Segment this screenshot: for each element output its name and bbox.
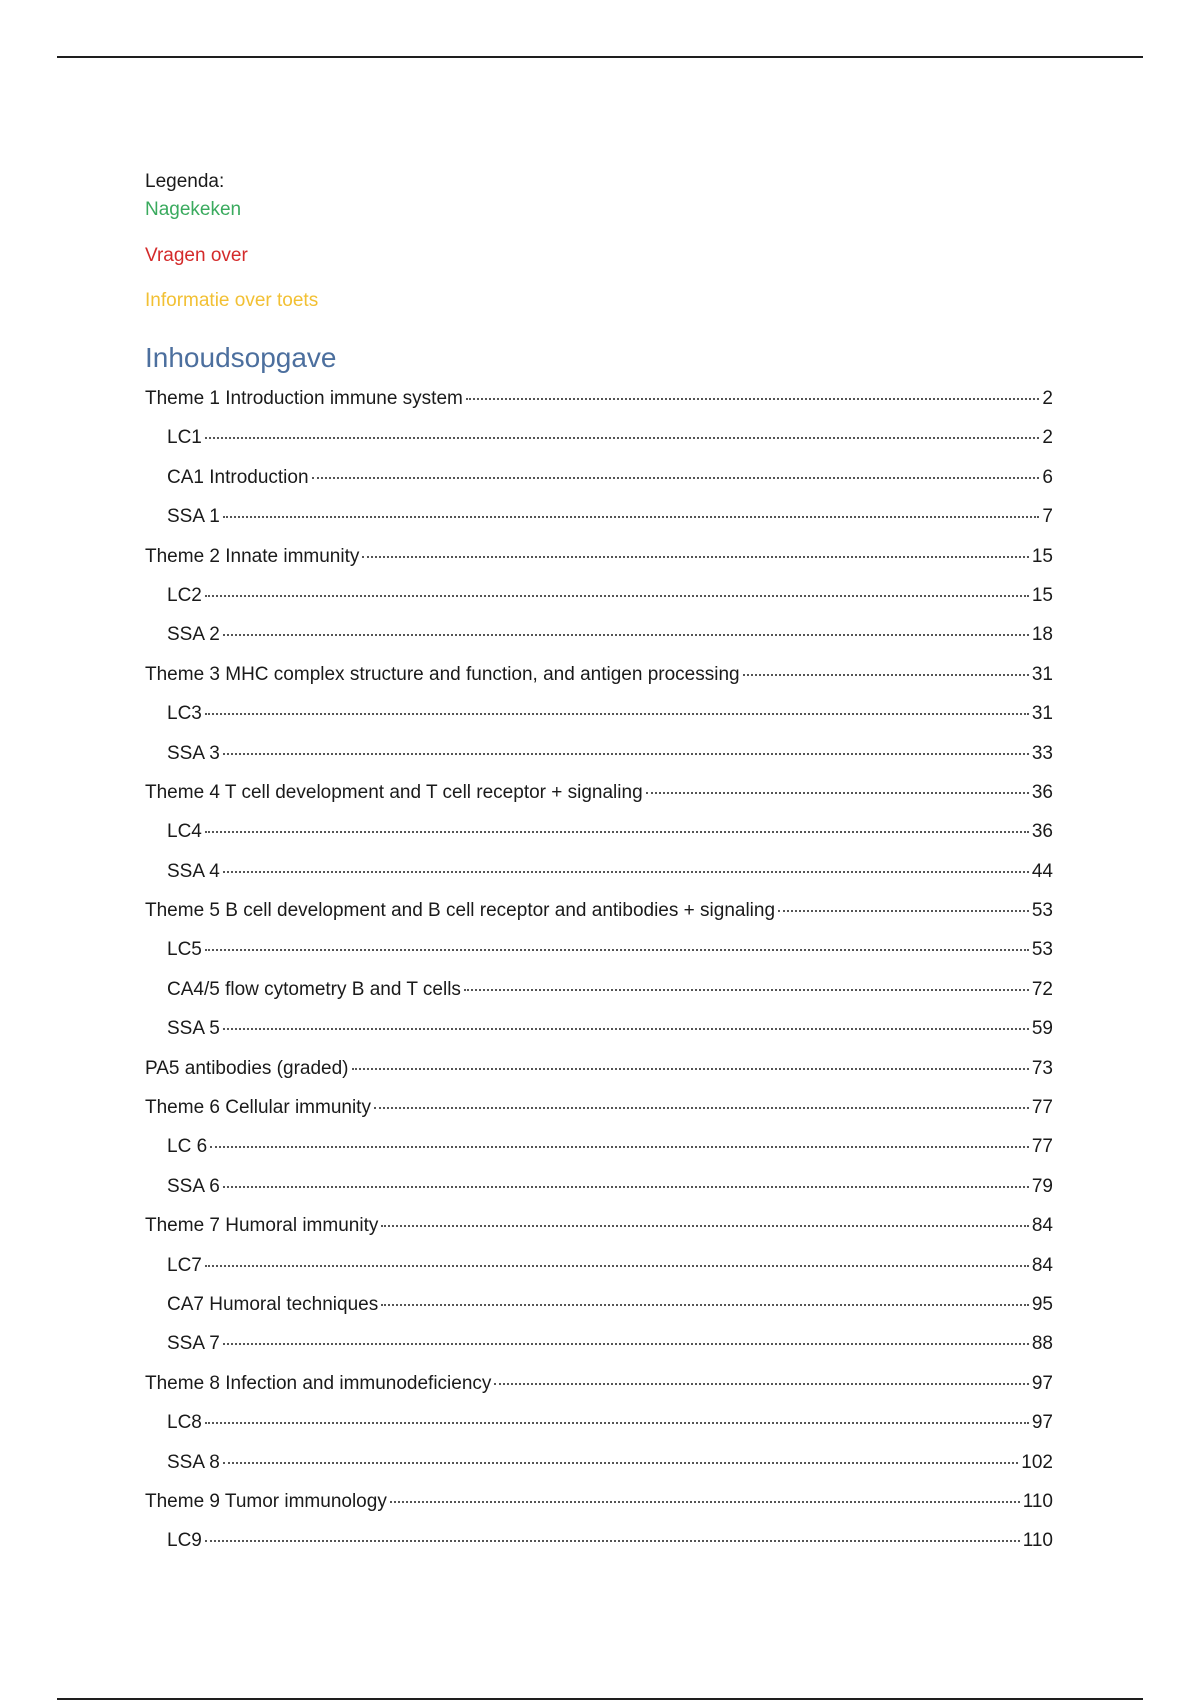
- toc-entry-page[interactable]: 97: [1031, 1372, 1053, 1394]
- toc-entry[interactable]: [145, 1009, 1053, 1048]
- legend-item-informatie-over-toets: Informatie over toets: [145, 290, 319, 311]
- toc-entry-page[interactable]: 77: [1031, 1136, 1053, 1158]
- toc-entry-page[interactable]: 6: [1042, 466, 1053, 488]
- toc-entry[interactable]: [145, 458, 1053, 497]
- toc-entry[interactable]: [145, 655, 1053, 694]
- toc-dot-leader: [390, 1501, 1020, 1503]
- toc-dot-leader: [223, 1186, 1029, 1188]
- toc-heading: Inhoudsopgave: [145, 342, 337, 373]
- toc-entry[interactable]: [145, 1521, 1053, 1560]
- toc-dot-leader: [205, 437, 1040, 439]
- toc-dot-leader: [381, 1304, 1029, 1306]
- toc-entry-label[interactable]: Theme 3 MHC complex structure and function, and antigen processing: [145, 663, 740, 685]
- toc-entry[interactable]: [145, 418, 1053, 457]
- toc-entry-label[interactable]: CA4/5 flow cytometry B and T cells: [167, 978, 461, 1000]
- toc-entry[interactable]: [145, 497, 1053, 536]
- toc-dot-leader: [223, 871, 1029, 873]
- toc-entry-label[interactable]: Theme 7 Humoral immunity: [145, 1215, 379, 1237]
- toc-entry-label[interactable]: Theme 9 Tumor immunology: [145, 1490, 387, 1512]
- toc-dot-leader: [352, 1068, 1029, 1070]
- toc-dot-leader: [374, 1107, 1029, 1109]
- toc-entry-label[interactable]: LC 6: [167, 1136, 208, 1158]
- toc-dot-leader: [205, 1265, 1029, 1267]
- toc-dot-leader: [223, 1343, 1029, 1345]
- toc-dot-leader: [205, 713, 1029, 715]
- toc-entry-page[interactable]: 44: [1031, 860, 1053, 882]
- toc-entry-page[interactable]: 88: [1031, 1333, 1053, 1355]
- toc-entry[interactable]: [145, 615, 1053, 654]
- toc-entry[interactable]: [145, 970, 1053, 1009]
- toc-entry-page[interactable]: 15: [1031, 545, 1053, 567]
- toc-entry-label[interactable]: CA7 Humoral techniques: [167, 1293, 379, 1315]
- toc-entry-page[interactable]: 73: [1031, 1057, 1053, 1079]
- toc-entry[interactable]: [145, 1049, 1053, 1088]
- toc-entry-label[interactable]: Theme 1 Introduction immune system: [145, 388, 463, 409]
- toc-dot-leader: [466, 398, 1040, 400]
- table-of-contents: [145, 379, 1053, 1561]
- toc-dot-leader: [205, 595, 1029, 597]
- toc-dot-leader: [205, 1422, 1029, 1424]
- toc-entry-page[interactable]: 53: [1031, 939, 1053, 961]
- toc-dot-leader: [743, 674, 1029, 676]
- toc-entry-label[interactable]: SSA 3: [167, 742, 220, 764]
- legend-item-nagekeken: Nagekeken: [145, 199, 242, 220]
- toc-entry-label[interactable]: LC1: [167, 427, 202, 449]
- toc-entry[interactable]: [145, 1324, 1053, 1363]
- toc-dot-leader: [223, 1028, 1029, 1030]
- toc-entry-label[interactable]: SSA 5: [167, 1018, 220, 1040]
- toc-entry-page[interactable]: 110: [1022, 1530, 1053, 1552]
- toc-dot-leader: [223, 753, 1029, 755]
- toc-dot-leader: [464, 989, 1029, 991]
- toc-entry-page[interactable]: 97: [1031, 1412, 1053, 1434]
- toc-entry[interactable]: [145, 1167, 1053, 1206]
- toc-entry[interactable]: [145, 1206, 1053, 1245]
- legend: [145, 170, 1053, 313]
- page-content: [145, 170, 1053, 1561]
- toc-entry-label[interactable]: SSA 6: [167, 1175, 220, 1197]
- toc-entry-label[interactable]: Theme 6 Cellular immunity: [145, 1097, 371, 1119]
- toc-dot-leader: [312, 477, 1040, 479]
- toc-entry-label[interactable]: Theme 4 T cell development and T cell receptor + signaling: [145, 781, 643, 803]
- toc-dot-leader: [381, 1225, 1029, 1227]
- toc-entry-page[interactable]: 110: [1022, 1490, 1053, 1512]
- toc-entry-page[interactable]: 53: [1031, 900, 1053, 922]
- toc-entry[interactable]: [145, 930, 1053, 969]
- toc-entry-page[interactable]: 95: [1031, 1293, 1053, 1315]
- toc-dot-leader: [210, 1146, 1029, 1148]
- header-rule: [57, 56, 1143, 58]
- toc-entry-page[interactable]: 77: [1031, 1097, 1053, 1119]
- toc-entry-page[interactable]: 84: [1031, 1254, 1053, 1276]
- toc-entry-label[interactable]: LC2: [167, 584, 202, 606]
- toc-entry[interactable]: [145, 1285, 1053, 1324]
- toc-dot-leader: [205, 1540, 1020, 1542]
- toc-entry-page[interactable]: 2: [1042, 388, 1053, 409]
- toc-entry-label[interactable]: LC8: [167, 1412, 202, 1434]
- toc-entry-page[interactable]: 2: [1042, 427, 1053, 449]
- toc-entry[interactable]: [145, 773, 1053, 812]
- toc-entry-page[interactable]: 7: [1042, 506, 1053, 528]
- toc-entry[interactable]: [145, 1088, 1053, 1127]
- toc-entry-page[interactable]: 31: [1031, 703, 1053, 725]
- toc-dot-leader: [494, 1383, 1028, 1385]
- toc-dot-leader: [205, 949, 1029, 951]
- toc-entry-label[interactable]: SSA 7: [167, 1333, 220, 1355]
- toc-entry-label[interactable]: LC7: [167, 1254, 202, 1276]
- toc-entry[interactable]: [145, 1443, 1053, 1482]
- toc-entry-page[interactable]: 102: [1021, 1451, 1053, 1473]
- toc-entry[interactable]: [145, 694, 1053, 733]
- toc-entry-page[interactable]: 36: [1031, 781, 1053, 803]
- toc-entry-page[interactable]: 79: [1031, 1175, 1053, 1197]
- toc-entry-page[interactable]: 15: [1031, 584, 1053, 606]
- toc-dot-leader: [205, 831, 1029, 833]
- toc-entry-page[interactable]: 59: [1031, 1018, 1053, 1040]
- toc-entry-label[interactable]: SSA 4: [167, 860, 220, 882]
- toc-entry[interactable]: [145, 852, 1053, 891]
- toc-dot-leader: [646, 792, 1029, 794]
- toc-entry-label[interactable]: LC3: [167, 703, 202, 725]
- toc-entry[interactable]: [145, 812, 1053, 851]
- toc-entry-page[interactable]: 36: [1031, 821, 1053, 843]
- toc-entry-label[interactable]: SSA 1: [167, 506, 220, 528]
- toc-entry[interactable]: [145, 576, 1053, 615]
- toc-dot-leader: [223, 1462, 1018, 1464]
- toc-dot-leader: [778, 910, 1029, 912]
- toc-entry[interactable]: [145, 1246, 1053, 1285]
- legend-item-vragen-over: Vragen over: [145, 245, 248, 266]
- toc-entry[interactable]: [145, 537, 1053, 576]
- toc-entry-label[interactable]: LC4: [167, 821, 202, 843]
- toc-entry-label[interactable]: Theme 2 Innate immunity: [145, 545, 360, 567]
- toc-dot-leader: [223, 516, 1040, 518]
- toc-entry[interactable]: [145, 379, 1053, 418]
- toc-entry[interactable]: [145, 891, 1053, 930]
- toc-entry-label[interactable]: LC5: [167, 939, 202, 961]
- toc-entry-label[interactable]: SSA 8: [167, 1451, 220, 1473]
- toc-entry[interactable]: [145, 1482, 1053, 1521]
- toc-entry[interactable]: [145, 1403, 1053, 1442]
- toc-entry-page[interactable]: 72: [1031, 978, 1053, 1000]
- toc-entry-page[interactable]: 31: [1031, 663, 1053, 685]
- toc-entry-label[interactable]: Theme 8 Infection and immunodeficiency: [145, 1372, 492, 1394]
- toc-entry-label[interactable]: Theme 5 B cell development and B cell receptor and antibodies + signaling: [145, 900, 776, 922]
- toc-entry-page[interactable]: 18: [1031, 624, 1053, 646]
- toc-entry-label[interactable]: SSA 2: [167, 624, 220, 646]
- toc-entry-label[interactable]: CA1 Introduction: [167, 466, 309, 488]
- toc-entry-page[interactable]: 84: [1031, 1215, 1053, 1237]
- toc-entry[interactable]: [145, 734, 1053, 773]
- toc-dot-leader: [223, 634, 1029, 636]
- toc-entry[interactable]: [145, 1127, 1053, 1166]
- toc-entry-label[interactable]: LC9: [167, 1530, 202, 1552]
- legend-title: Legenda:: [145, 171, 225, 192]
- toc-entry-label[interactable]: PA5 antibodies (graded): [145, 1057, 349, 1079]
- toc-entry[interactable]: [145, 1364, 1053, 1403]
- toc-dot-leader: [362, 556, 1028, 558]
- toc-entry-page[interactable]: 33: [1031, 742, 1053, 764]
